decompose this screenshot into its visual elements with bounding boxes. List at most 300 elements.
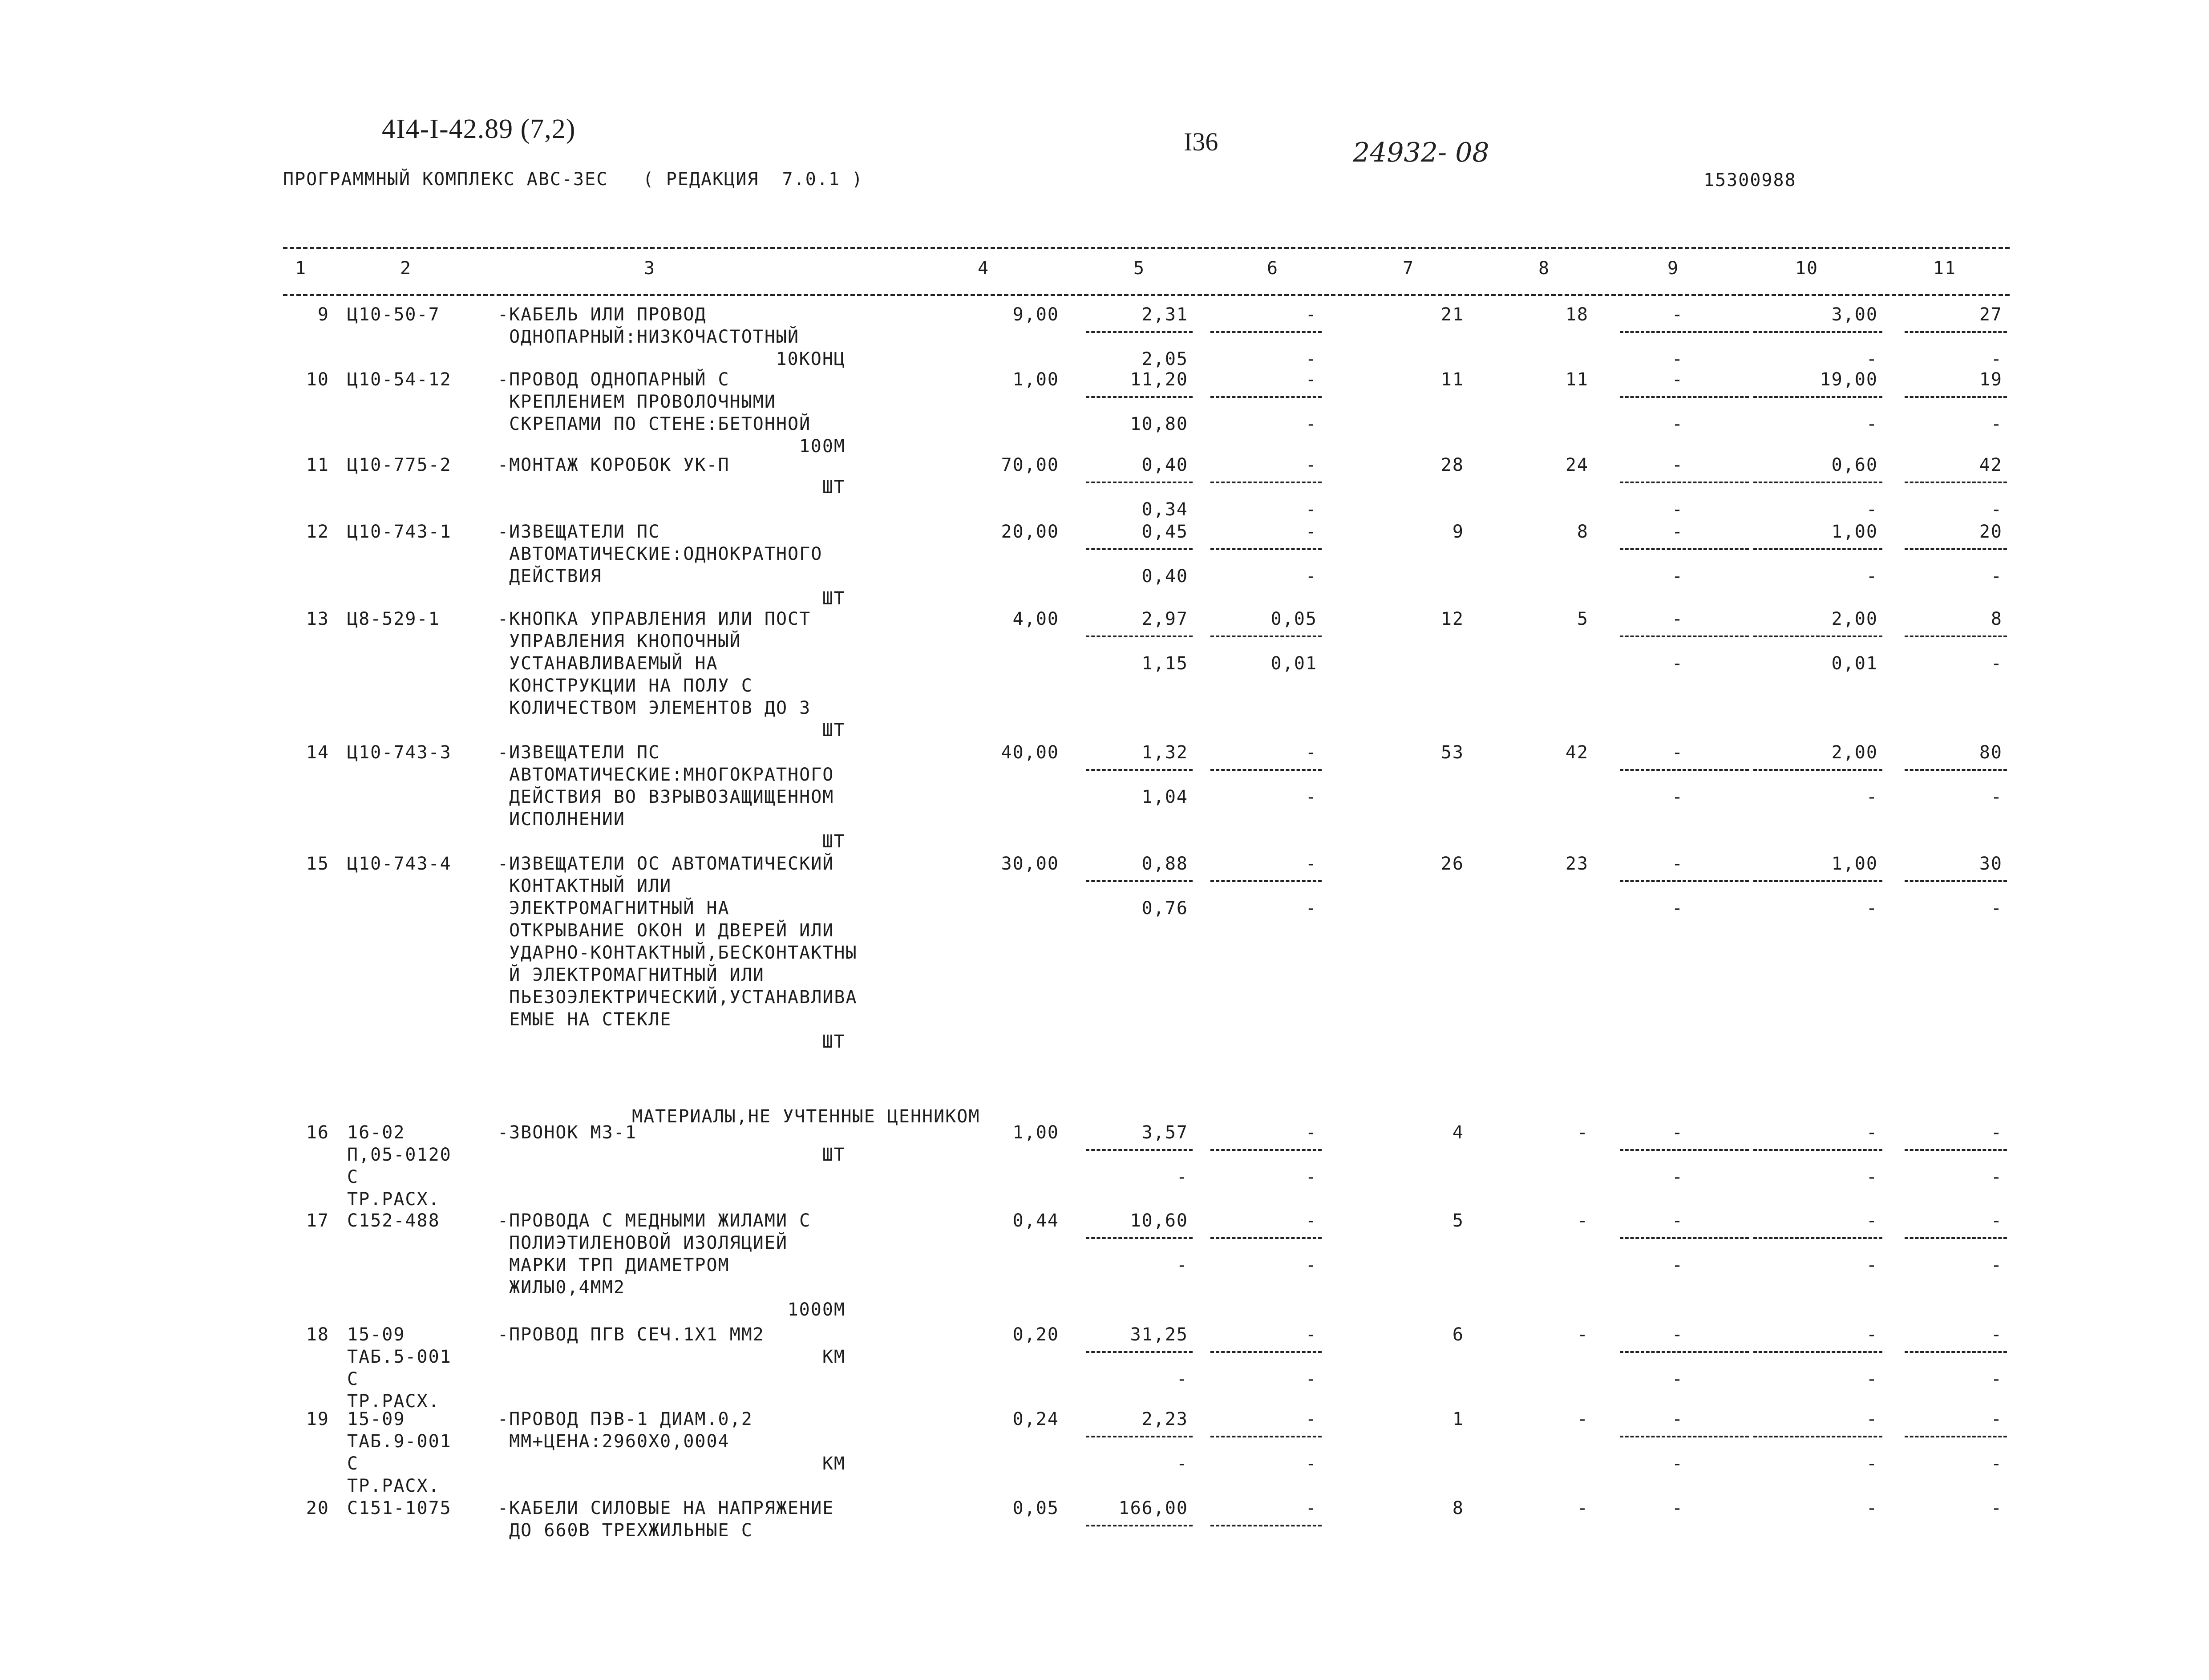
cell-c5: 2,97 [1141,609,1188,629]
row-description: -ИЗВЕЩАТЕЛИ ОС АВТОМАТИЧЕСКИЙ [498,854,834,874]
row-quantity: 0,05 [1012,1498,1059,1518]
cell-rule [1620,548,1749,550]
cell-c10: - [1866,1210,1878,1231]
cell-c11: - [1991,1324,2003,1345]
cell-c10: - [1866,499,1878,520]
cell-rule [1905,1149,2007,1151]
cell-c11: - [1991,1453,2003,1474]
row-code: Ц10-54-12 [347,369,452,390]
row-code: С [347,1453,359,1474]
cell-c6: - [1305,742,1317,763]
cell-c10: - [1866,1409,1878,1429]
cell-c6: - [1305,1210,1317,1231]
doc-code: 4I4-I-42.89 (7,2) [382,114,576,144]
row-description: -ПРОВОД ПЭВ-1 ДИАМ.0,2 [498,1409,753,1429]
cell-rule [1086,880,1193,882]
row-quantity: 40,00 [1001,742,1059,763]
row-code: ТР.РАСХ. [347,1189,440,1210]
column-header-5: 5 [1133,258,1145,279]
row-description: -ИЗВЕЩАТЕЛИ ПС [498,522,660,542]
cell-c11: - [1991,1122,2003,1143]
cell-c9: - [1671,1409,1684,1429]
column-header-10: 10 [1795,258,1819,279]
cell-rule [1210,482,1322,483]
cell-c9: - [1671,1369,1684,1389]
row-description: ПОЛИЭТИЛЕНОВОЙ ИЗОЛЯЦИЕЙ [498,1233,788,1253]
cell-rule [1210,769,1322,771]
column-header-1: 1 [295,258,307,279]
row-unit: ШТ [822,720,846,741]
cell-c8: 5 [1577,609,1589,629]
cell-rule [1210,548,1322,550]
cell-c9: - [1671,1122,1684,1143]
cell-c8: - [1577,1122,1589,1143]
cell-c6: - [1305,455,1317,475]
cell-c6: - [1305,1255,1317,1275]
cell-c9: - [1671,1167,1684,1187]
cell-rule [1753,548,1882,550]
cell-c9: - [1671,304,1684,325]
cell-c10: 19,00 [1820,369,1878,390]
cell-c5: 3,57 [1141,1122,1188,1143]
row-unit: 100М [799,436,846,457]
row-quantity: 0,20 [1012,1324,1059,1345]
page-number: I36 [1184,127,1218,156]
cell-rule [1086,1149,1193,1151]
column-header-4: 4 [977,258,990,279]
cell-c5: 31,25 [1130,1324,1188,1345]
row-description: КОЛИЧЕСТВОМ ЭЛЕМЕНТОВ ДО 3 [498,698,811,718]
cell-c11: 20 [1979,522,2003,542]
cell-rule [1905,482,2007,483]
column-header-2: 2 [400,258,412,279]
cell-c10: 1,00 [1831,522,1878,542]
cell-c11: - [1991,1409,2003,1429]
cell-c8: - [1577,1210,1589,1231]
row-description: УПРАВЛЕНИЯ КНОПОЧНЫЙ [498,631,741,652]
cell-c5: - [1176,1255,1188,1275]
cell-c10: - [1866,1498,1878,1518]
cell-c5: 0,34 [1141,499,1188,520]
cell-c10: 3,00 [1831,304,1878,325]
cell-c5: - [1176,1167,1188,1187]
cell-c6: - [1305,566,1317,587]
cell-rule [1620,880,1749,882]
row-description: ДЕЙСТВИЯ ВО ВЗРЫВОЗАЩИЩЕННОМ [498,787,834,807]
cell-rule [1086,331,1193,333]
cell-c11: - [1991,499,2003,520]
cell-rule [1753,769,1882,771]
row-description: КРЕПЛЕНИЕМ ПРОВОЛОЧНЫМИ [498,392,776,412]
row-description: ЕМЫЕ НА СТЕКЛЕ [498,1009,672,1030]
row-description: -КНОПКА УПРАВЛЕНИЯ ИЛИ ПОСТ [498,609,811,629]
cell-c5: 0,45 [1141,522,1188,542]
cell-rule [1086,1525,1193,1526]
cell-c10: - [1866,1453,1878,1474]
cell-c9: - [1671,1498,1684,1518]
cell-c10: - [1866,898,1878,919]
cell-c11: - [1991,414,2003,434]
cell-rule [1620,1436,1749,1437]
cell-rule [1905,880,2007,882]
row-code: 16-02 [347,1122,405,1143]
cell-c6: - [1305,1498,1317,1518]
row-description: -КАБЕЛЬ ИЛИ ПРОВОД [498,304,707,325]
cell-c11: - [1991,898,2003,919]
row-description: АВТОМАТИЧЕСКИЕ:МНОГОКРАТНОГО [498,765,834,785]
cell-c8: 8 [1577,522,1589,542]
cell-c6: - [1305,854,1317,874]
cell-c5: 2,05 [1141,349,1188,369]
row-description: СКРЕПАМИ ПО СТЕНЕ:БЕТОННОЙ [498,414,811,434]
cell-c9: - [1671,499,1684,520]
cell-rule [1086,636,1193,637]
cell-rule [1620,331,1749,333]
cell-c5: 1,04 [1141,787,1188,807]
cell-c5: 11,20 [1130,369,1188,390]
cell-c11: - [1991,1498,2003,1518]
cell-rule [1620,1149,1749,1151]
cell-c6: - [1305,499,1317,520]
row-code: С [347,1167,359,1187]
cell-c7: 1 [1452,1409,1464,1429]
cell-c5: 1,32 [1141,742,1188,763]
row-code: Ц10-743-1 [347,522,452,542]
cell-rule [1210,396,1322,398]
cell-c9: - [1671,1453,1684,1474]
cell-rule [1753,396,1882,398]
cell-c10: - [1866,414,1878,434]
row-description: УСТАНАВЛИВАЕМЫЙ НА [498,653,718,674]
row-number: 15 [306,854,329,874]
cell-c6: - [1305,787,1317,807]
cell-c8: 24 [1565,455,1589,475]
cell-rule [1620,1351,1749,1353]
cell-c7: 11 [1440,369,1464,390]
cell-c5: 0,76 [1141,898,1188,919]
row-description: ОДНОПАРНЫЙ:НИЗКОЧАСТОТНЫЙ [498,327,800,347]
row-number: 10 [306,369,329,390]
cell-c7: 28 [1440,455,1464,475]
cell-c9: - [1671,414,1684,434]
serial-number: 15300988 [1703,170,1796,190]
cell-c9: - [1671,1255,1684,1275]
cell-c6: 0,05 [1270,609,1317,629]
row-description: ПЬЕЗОЭЛЕКТРИЧЕСКИЙ,УСТАНАВЛИВА [498,987,858,1008]
row-description: -ЗВОНОК МЗ-1 [498,1122,637,1143]
column-header-7: 7 [1402,258,1415,279]
cell-c6: - [1305,898,1317,919]
cell-c5: 0,40 [1141,566,1188,587]
column-header-9: 9 [1667,258,1679,279]
cell-rule [1753,636,1882,637]
cell-c8: 18 [1565,304,1589,325]
cell-c11: - [1991,1167,2003,1187]
cell-rule [1905,1237,2007,1239]
cell-rule [1210,1436,1322,1437]
row-number: 20 [306,1498,329,1518]
cell-c6: - [1305,349,1317,369]
cell-rule [1753,331,1882,333]
cell-c10: - [1866,1167,1878,1187]
section-title: МАТЕРИАЛЫ,НЕ УЧТЕННЫЕ ЦЕННИКОМ [632,1106,980,1127]
row-description: ДЕЙСТВИЯ [498,566,602,587]
row-unit: 1000М [787,1299,846,1320]
row-unit: ШТ [822,477,846,498]
cell-c11: 80 [1979,742,2003,763]
row-description: -МОНТАЖ КОРОБОК УК-П [498,455,730,475]
cell-rule [1905,636,2007,637]
row-description: -ИЗВЕЩАТЕЛИ ПС [498,742,660,763]
row-description: -ПРОВОД ОДНОПАРНЫЙ С [498,369,730,390]
cell-c10: - [1866,1122,1878,1143]
cell-c8: - [1577,1409,1589,1429]
row-code: 15-09 [347,1409,405,1429]
row-unit: ШТ [822,1145,846,1165]
row-quantity: 1,00 [1012,1122,1059,1143]
cell-c7: 21 [1440,304,1464,325]
cell-c6: - [1305,369,1317,390]
row-description: ММ+ЦЕНА:2960Х0,0004 [498,1431,730,1452]
cell-c7: 8 [1452,1498,1464,1518]
program-title: ПРОГРАММНЫЙ КОМПЛЕКС АВС-3ЕС ( РЕДАКЦИЯ 7.0.1 ) [283,169,864,190]
row-quantity: 0,24 [1012,1409,1059,1429]
cell-c7: 6 [1452,1324,1464,1345]
row-number: 11 [306,455,329,475]
cell-c6: - [1305,414,1317,434]
cell-c10: - [1866,1369,1878,1389]
row-description: ЖИЛЫ0,4ММ2 [498,1277,625,1298]
cell-c6: - [1305,1409,1317,1429]
cell-c11: - [1991,787,2003,807]
cell-c6: - [1305,1324,1317,1345]
cell-c9: - [1671,854,1684,874]
row-unit: КМ [822,1347,846,1367]
row-number: 12 [306,522,329,542]
row-code: Ц10-743-4 [347,854,452,874]
row-description: КОНТАКТНЫЙ ИЛИ [498,876,672,896]
cell-c9: - [1671,566,1684,587]
cell-rule [1086,548,1193,550]
cell-c11: - [1991,566,2003,587]
row-description: -ПРОВОД ПГВ СЕЧ.1Х1 ММ2 [498,1324,765,1345]
cell-c5: 0,40 [1141,455,1188,475]
cell-c6: - [1305,1122,1317,1143]
row-description: Й ЭЛЕКТРОМАГНИТНЫЙ ИЛИ [498,965,765,985]
row-unit: ШТ [822,1032,846,1052]
cell-c7: 53 [1440,742,1464,763]
row-code: Ц8-529-1 [347,609,440,629]
column-header-3: 3 [643,258,656,279]
cell-c10: - [1866,1255,1878,1275]
row-unit: ШТ [822,588,846,609]
row-number: 19 [306,1409,329,1429]
row-code: 15-09 [347,1324,405,1345]
column-header-6: 6 [1266,258,1279,279]
cell-c9: - [1671,369,1684,390]
cell-c7: 5 [1452,1210,1464,1231]
cell-c11: 19 [1979,369,2003,390]
handwritten-code: 24932- 08 [1353,137,1489,168]
cell-rule [1620,636,1749,637]
row-description: АВТОМАТИЧЕСКИЕ:ОДНОКРАТНОГО [498,544,823,564]
cell-c10: 0,60 [1831,455,1878,475]
table-top-rule [283,247,2010,249]
cell-c5: - [1176,1453,1188,1474]
cell-rule [1210,636,1322,637]
row-description: УДАРНО-КОНТАКТНЫЙ,БЕСКОНТАКТНЫ [498,943,858,963]
cell-c9: - [1671,609,1684,629]
row-number: 18 [306,1324,329,1345]
row-quantity: 20,00 [1001,522,1059,542]
cell-c10: - [1866,566,1878,587]
cell-c10: 0,01 [1831,653,1878,674]
row-quantity: 30,00 [1001,854,1059,874]
row-number: 17 [306,1210,329,1231]
row-unit: 10КОНЦ [776,349,846,369]
row-code: С152-488 [347,1210,440,1231]
row-description: -КАБЕЛИ СИЛОВЫЕ НА НАПРЯЖЕНИЕ [498,1498,834,1518]
row-code: Ц10-743-3 [347,742,452,763]
row-code: П,05-0120 [347,1145,452,1165]
cell-rule [1620,1237,1749,1239]
row-code: ТАБ.5-001 [347,1347,452,1367]
cell-c9: - [1671,653,1684,674]
table-header-rule [283,294,2010,296]
cell-c10: - [1866,787,1878,807]
cell-c11: 27 [1979,304,2003,325]
cell-c9: - [1671,898,1684,919]
cell-rule [1753,1149,1882,1151]
cell-rule [1905,396,2007,398]
cell-c5: 0,88 [1141,854,1188,874]
row-number: 9 [317,304,329,325]
cell-c11: - [1991,653,2003,674]
cell-rule [1753,1237,1882,1239]
cell-c10: 2,00 [1831,609,1878,629]
cell-c9: - [1671,1210,1684,1231]
cell-c9: - [1671,787,1684,807]
row-quantity: 70,00 [1001,455,1059,475]
cell-c8: - [1577,1498,1589,1518]
cell-c6: - [1305,1167,1317,1187]
cell-rule [1086,396,1193,398]
cell-c9: - [1671,742,1684,763]
row-description: -ПРОВОДА С МЕДНЫМИ ЖИЛАМИ С [498,1210,811,1231]
cell-c11: - [1991,1369,2003,1389]
cell-c7: 26 [1440,854,1464,874]
cell-rule [1086,482,1193,483]
row-quantity: 0,44 [1012,1210,1059,1231]
cell-c11: - [1991,349,2003,369]
row-code: Ц10-50-7 [347,304,440,325]
row-description: ЭЛЕКТРОМАГНИТНЫЙ НА [498,898,730,919]
cell-rule [1210,331,1322,333]
cell-c8: 42 [1565,742,1589,763]
cell-rule [1905,548,2007,550]
cell-rule [1210,880,1322,882]
cell-c7: 9 [1452,522,1464,542]
cell-c10: - [1866,1324,1878,1345]
cell-c7: 4 [1452,1122,1464,1143]
row-code: ТР.РАСХ. [347,1391,440,1412]
cell-rule [1753,482,1882,483]
row-description: КОНСТРУКЦИИ НА ПОЛУ С [498,676,753,696]
row-code: Ц10-775-2 [347,455,452,475]
row-description: МАРКИ ТРП ДИАМЕТРОМ [498,1255,730,1275]
cell-c6: - [1305,1369,1317,1389]
cell-c5: - [1176,1369,1188,1389]
cell-c11: 30 [1979,854,2003,874]
cell-c5: 2,31 [1141,304,1188,325]
row-code: ТР.РАСХ. [347,1476,440,1496]
row-number: 13 [306,609,329,629]
row-description: ДО 660В ТРЕХЖИЛЬНЫЕ С [498,1520,753,1541]
cell-rule [1620,482,1749,483]
cell-rule [1753,1351,1882,1353]
cell-c9: - [1671,522,1684,542]
cell-rule [1210,1351,1322,1353]
cell-c9: - [1671,455,1684,475]
row-description: ОТКРЫВАНИЕ ОКОН И ДВЕРЕЙ ИЛИ [498,920,834,941]
row-unit: ШТ [822,831,846,852]
row-quantity: 1,00 [1012,369,1059,390]
cell-c5: 166,00 [1118,1498,1188,1518]
cell-c8: 23 [1565,854,1589,874]
cell-rule [1753,880,1882,882]
cell-c11: - [1991,1255,2003,1275]
cell-rule [1210,1149,1322,1151]
cell-c9: - [1671,1324,1684,1345]
cell-c11: - [1991,1210,2003,1231]
row-code: ТАБ.9-001 [347,1431,452,1452]
cell-c5: 10,60 [1130,1210,1188,1231]
cell-rule [1905,769,2007,771]
row-quantity: 4,00 [1012,609,1059,629]
cell-c8: 11 [1565,369,1589,390]
cell-c6: - [1305,522,1317,542]
cell-rule [1620,396,1749,398]
cell-rule [1620,769,1749,771]
cell-c8: - [1577,1324,1589,1345]
cell-rule [1753,1436,1882,1437]
column-header-8: 8 [1538,258,1550,279]
row-quantity: 9,00 [1012,304,1059,325]
cell-rule [1905,331,2007,333]
column-header-11: 11 [1933,258,1957,279]
cell-c5: 1,15 [1141,653,1188,674]
cell-rule [1086,1237,1193,1239]
cell-c11: 8 [1991,609,2003,629]
cell-rule [1210,1237,1322,1239]
cell-c6: - [1305,1453,1317,1474]
cell-c10: 1,00 [1831,854,1878,874]
row-code: С [347,1369,359,1389]
cell-rule [1905,1436,2007,1437]
row-code: С151-1075 [347,1498,452,1518]
row-description: ИСПОЛНЕНИИ [498,809,625,830]
cell-c6: - [1305,304,1317,325]
cell-c11: 42 [1979,455,2003,475]
cell-rule [1086,769,1193,771]
cell-c10: 2,00 [1831,742,1878,763]
row-number: 14 [306,742,329,763]
row-number: 16 [306,1122,329,1143]
cell-c6: 0,01 [1270,653,1317,674]
cell-c7: 12 [1440,609,1464,629]
cell-c10: - [1866,349,1878,369]
cell-rule [1086,1351,1193,1353]
